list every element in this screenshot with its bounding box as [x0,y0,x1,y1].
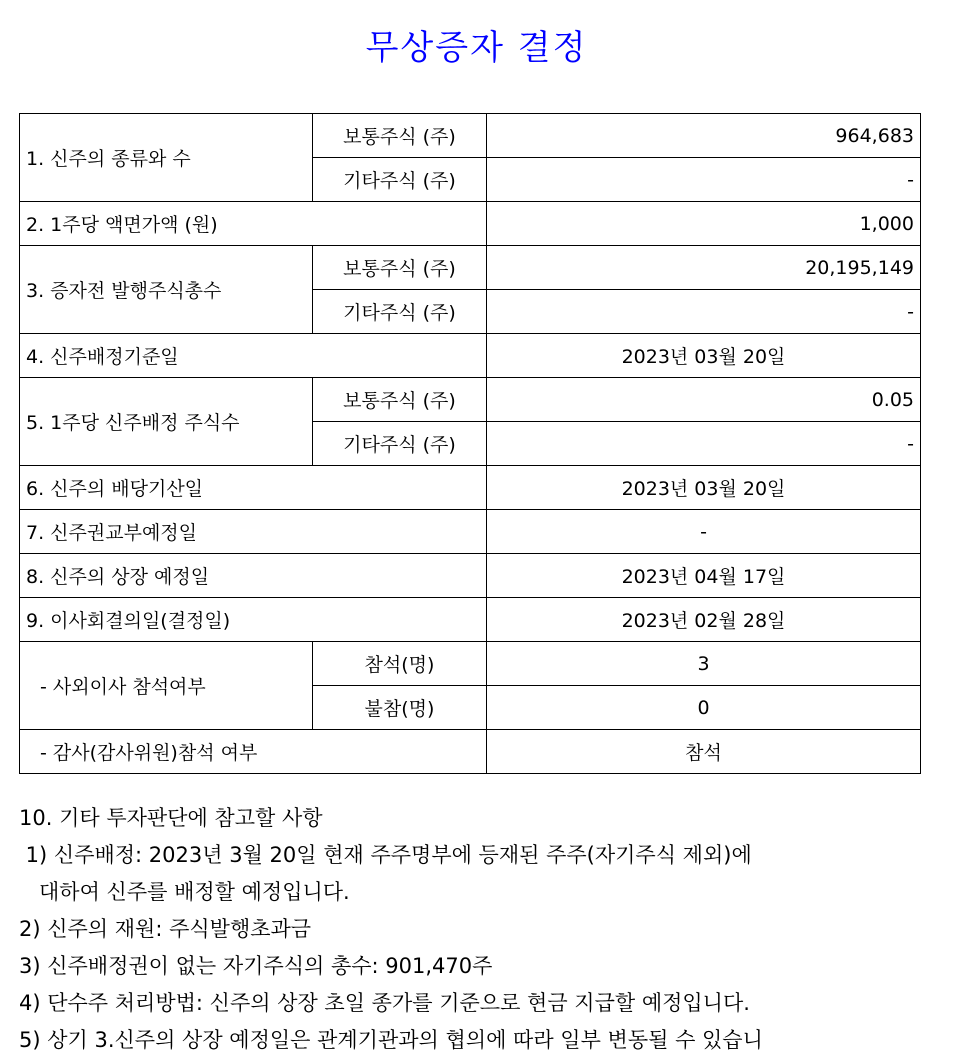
table-row [20,598,921,642]
row-label: 8. 신주의 상장 예정일 [20,554,487,598]
cell-value: - [487,422,921,466]
cell-value: - [487,510,921,554]
cell-value: 20,195,149 [487,246,921,290]
cell-value: 2023년 02월 28일 [487,598,921,642]
table-row [20,730,921,774]
row-label: 5. 1주당 신주배정 주식수 [20,378,313,466]
row-label: - 감사(감사위원)참석 여부 [20,730,487,774]
note-line: 5) 상기 3.신주의 상장 예정일은 관계기관과의 협의에 따라 일부 변동될 수 있습니 [19,1028,763,1052]
table-row [20,642,921,686]
table-row [20,510,921,554]
note-line: 대하여 신주를 배정할 예정입니다. [19,880,350,904]
note-line: 1) 신주배정: 2023년 3월 20일 현재 주주명부에 등재된 주주(자기주식 제외)에 [19,843,752,867]
notes-heading: 10. 기타 투자판단에 참고할 사항 [19,806,323,830]
sub-label: 불참(명) [313,686,487,730]
cell-value: 964,683 [487,114,921,158]
disclosure-table [19,113,921,774]
cell-value: 1,000 [487,202,921,246]
row-label: 2. 1주당 액면가액 (원) [20,202,487,246]
note-line: 4) 단수주 처리방법: 신주의 상장 초일 종가를 기준으로 현금 지급할 예정입니다. [19,991,750,1015]
cell-value: 2023년 04월 17일 [487,554,921,598]
sub-label: 기타주식 (주) [313,422,487,466]
cell-value: 0 [487,686,921,730]
cell-value: 2023년 03월 20일 [487,466,921,510]
row-label: - 사외이사 참석여부 [20,642,313,730]
cell-value: - [487,158,921,202]
row-label: 9. 이사회결의일(결정일) [20,598,487,642]
table-row [20,334,921,378]
sub-label: 참석(명) [313,642,487,686]
table-row [20,466,921,510]
row-label: 7. 신주권교부예정일 [20,510,487,554]
row-label: 1. 신주의 종류와 수 [20,114,313,202]
sub-label: 기타주식 (주) [313,158,487,202]
cell-value: 2023년 03월 20일 [487,334,921,378]
table-row [20,378,921,422]
row-label: 4. 신주배정기준일 [20,334,487,378]
notes-section [19,800,939,1059]
note-line: 2) 신주의 재원: 주식발행초과금 [19,917,312,941]
cell-value: 참석 [487,730,921,774]
table-row [20,246,921,290]
note-line: 3) 신주배정권이 없는 자기주식의 총수: 901,470주 [19,954,493,978]
cell-value: 3 [487,642,921,686]
sub-label: 보통주식 (주) [313,378,487,422]
table-row [20,202,921,246]
table-row [20,554,921,598]
cell-value: 0.05 [487,378,921,422]
sub-label: 보통주식 (주) [313,114,487,158]
sub-label: 보통주식 (주) [313,246,487,290]
row-label: 3. 증자전 발행주식총수 [20,246,313,334]
sub-label: 기타주식 (주) [313,290,487,334]
table-row [20,114,921,158]
page-title: 무상증자 결정 [365,28,588,68]
row-label: 6. 신주의 배당기산일 [20,466,487,510]
cell-value: - [487,290,921,334]
